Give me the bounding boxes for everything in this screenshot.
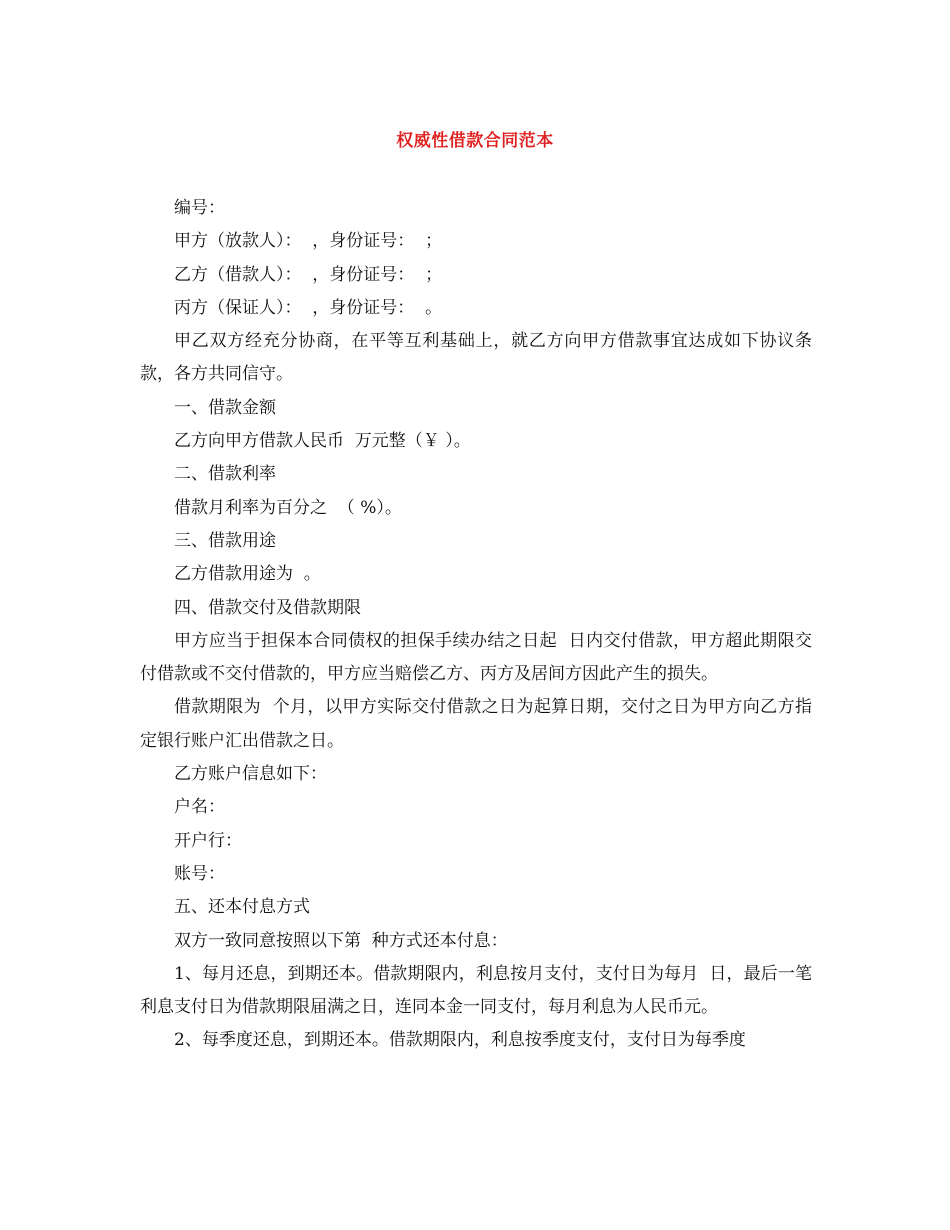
section-heading-purpose: 三、借款用途 [174, 530, 276, 551]
document-body [140, 192, 812, 1058]
paragraph-delivery: 甲方应当于担保本合同债权的担保手续办结之日起 日内交付借款，甲方超此期限交付借款或不交付借款的，甲方应当赔偿乙方、丙方及居间方因此产生的损失。 [140, 630, 812, 685]
paragraph-rate: 借款月利率为百分之 （ %）。 [174, 497, 402, 518]
paragraph-repayment-choice: 双方一致同意按照以下第 种方式还本付息： [174, 930, 508, 951]
paragraph-account-bank: 开户行： [174, 830, 242, 851]
paragraph-repayment-monthly: 1、每月还息，到期还本。借款期限内，利息按月支付，支付日为每月 日，最后一笔利息支付日为借款期限届满之日，连同本金一同支付，每月利息为人民币元。 [140, 963, 812, 1018]
section-heading-delivery-term: 四、借款交付及借款期限 [174, 597, 361, 618]
paragraph-account-info: 乙方账户信息如下： [174, 764, 327, 785]
paragraph-repayment-quarterly: 2、每季度还息，到期还本。借款期限内，利息按季度支付，支付日为每季度 [174, 1030, 746, 1051]
section-heading-repayment: 五、还本付息方式 [174, 897, 310, 918]
paragraph-party-a: 甲方（放款人）： ，身份证号： ； [174, 231, 443, 252]
section-heading-rate: 二、借款利率 [174, 464, 276, 485]
document-title: 权威性借款合同范本 [396, 131, 554, 151]
paragraph-preamble: 甲乙双方经充分协商，在平等互利基础上，就乙方向甲方借款事宜达成如下协议条款，各方共同信守。 [140, 331, 812, 385]
paragraph-account-name: 户名： [174, 797, 225, 818]
paragraph-number: 编号： [174, 198, 225, 218]
paragraph-amount: 乙方向甲方借款人民币 万元整（￥ ）。 [174, 431, 471, 452]
section-heading-amount: 一、借款金额 [174, 397, 276, 418]
paragraph-party-b: 乙方（借款人）： ，身份证号： ； [174, 264, 443, 285]
paragraph-purpose: 乙方借款用途为 。 [174, 564, 321, 585]
paragraph-account-number: 账号： [174, 863, 225, 884]
paragraph-term: 借款期限为 个月，以甲方实际交付借款之日为起算日期，交付之日为甲方向乙方指定银行账户汇出借款之日。 [140, 697, 812, 751]
paragraph-party-c: 丙方（保证人）： ，身份证号： 。 [174, 297, 443, 318]
